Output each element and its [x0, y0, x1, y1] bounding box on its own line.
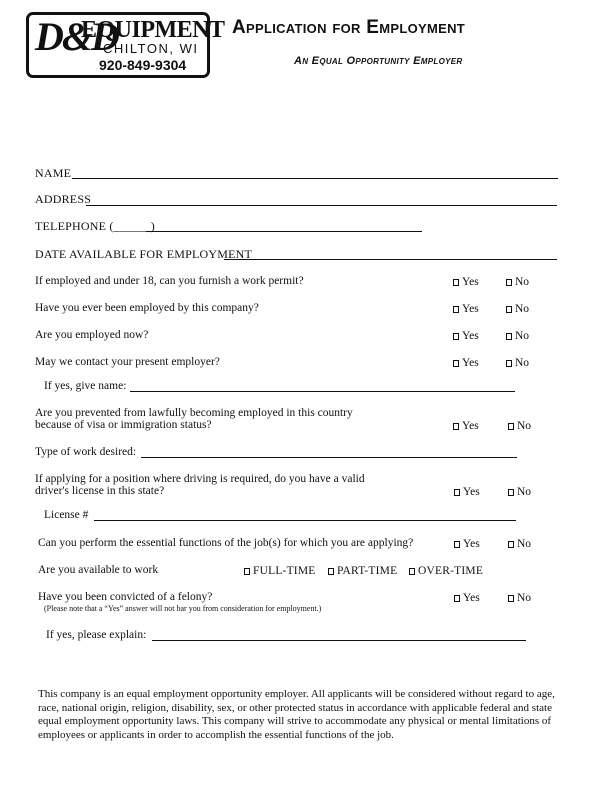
- question-drivers-license-line2: driver's license in this state?: [35, 485, 165, 497]
- availability-full-time[interactable]: [244, 565, 315, 578]
- checkbox-icon: [409, 568, 415, 575]
- checkbox-icon: [506, 306, 512, 313]
- license-number-field[interactable]: [94, 520, 516, 521]
- question-contact-employer: May we contact your present employer?: [35, 356, 220, 368]
- checkbox-icon: [454, 595, 460, 602]
- felony-yes[interactable]: [454, 592, 480, 605]
- no-label: No: [515, 330, 530, 342]
- checkbox-icon: [506, 279, 512, 286]
- essential-functions-yes[interactable]: [454, 538, 480, 551]
- yes-label: Yes: [462, 357, 479, 369]
- checkbox-icon: [454, 489, 460, 496]
- employed-now-no[interactable]: [506, 330, 529, 343]
- employer-name-field[interactable]: [130, 391, 515, 392]
- employer-name-label: If yes, give name:: [44, 380, 127, 392]
- checkbox-icon: [453, 333, 459, 340]
- checkbox-icon: [508, 423, 514, 430]
- checkbox-icon: [453, 423, 459, 430]
- previously-employed-yes[interactable]: [453, 303, 479, 316]
- no-label: No: [517, 592, 532, 604]
- question-essential-functions: Can you perform the essential functions of the job(s) for which you are applying?: [38, 537, 414, 549]
- no-label: No: [517, 486, 532, 498]
- date-available-label: DATE AVAILABLE FOR EMPLOYMENT: [35, 247, 253, 261]
- name-label: NAME: [35, 166, 72, 180]
- over-time-label: OVER-TIME: [418, 565, 484, 577]
- eeo-statement: This company is an equal employment opportunity employer. All applicants will be considered without regard to age, race, national origin, religion, disability, sex, or other protected status in accordance with applicable federal and state equal employment opportunity laws. This company will strive to accommodate any physical or mental limitations of employees or applicants in order to accomplish the essential functions of the job.: [38, 688, 555, 741]
- checkbox-icon: [506, 333, 512, 340]
- type-of-work-label: Type of work desired:: [35, 446, 137, 458]
- question-availability: Are you available to work: [38, 564, 159, 576]
- company-logo: [26, 12, 225, 78]
- visa-status-yes[interactable]: [453, 420, 479, 433]
- checkbox-icon: [508, 489, 514, 496]
- felony-explain-label: If yes, please explain:: [46, 629, 147, 641]
- work-permit-no[interactable]: [506, 276, 529, 289]
- logo-city: CHILTON, WI: [103, 41, 199, 56]
- visa-status-no[interactable]: [508, 420, 531, 433]
- checkbox-icon: [453, 279, 459, 286]
- checkbox-icon: [508, 595, 514, 602]
- question-previously-employed: Have you ever been employed by this company?: [35, 302, 259, 314]
- page-title: Application for Employment: [232, 17, 466, 38]
- full-time-label: FULL-TIME: [253, 565, 316, 577]
- telephone-label: TELEPHONE (______): [35, 219, 155, 233]
- question-drivers-license-line1: If applying for a position where driving is required, do you have a valid: [35, 473, 365, 485]
- logo-initials: D&D: [35, 14, 118, 59]
- no-label: No: [517, 420, 532, 432]
- address-label: ADDRESS: [35, 192, 92, 206]
- yes-label: Yes: [463, 592, 480, 604]
- work-permit-yes[interactable]: [453, 276, 479, 289]
- logo-phone: 920-849-9304: [99, 57, 187, 73]
- date-available-field[interactable]: [224, 259, 557, 260]
- question-visa-status-line1: Are you prevented from lawfully becoming employed in this country: [35, 407, 353, 419]
- previously-employed-no[interactable]: [506, 303, 529, 316]
- logo-wordmark: EQUIPMENT: [81, 17, 225, 43]
- drivers-license-no[interactable]: [508, 486, 531, 499]
- yes-label: Yes: [462, 420, 479, 432]
- checkbox-icon: [453, 306, 459, 313]
- felony-explain-field[interactable]: [152, 640, 526, 641]
- felony-no[interactable]: [508, 592, 531, 605]
- yes-label: Yes: [463, 486, 480, 498]
- yes-label: Yes: [462, 303, 479, 315]
- no-label: No: [517, 538, 532, 550]
- no-label: No: [515, 303, 530, 315]
- question-work-permit: If employed and under 18, can you furnish a work permit?: [35, 275, 304, 287]
- contact-employer-yes[interactable]: [453, 357, 479, 370]
- drivers-license-yes[interactable]: [454, 486, 480, 499]
- checkbox-icon: [508, 541, 514, 548]
- question-employed-now: Are you employed now?: [35, 329, 149, 341]
- essential-functions-no[interactable]: [508, 538, 531, 551]
- checkbox-icon: [453, 360, 459, 367]
- availability-part-time[interactable]: [328, 565, 397, 578]
- checkbox-icon: [506, 360, 512, 367]
- yes-label: Yes: [462, 276, 479, 288]
- part-time-label: PART-TIME: [337, 565, 398, 577]
- availability-over-time[interactable]: [409, 565, 483, 578]
- license-number-label: License #: [44, 509, 89, 521]
- checkbox-icon: [328, 568, 334, 575]
- felony-note: (Please note that a “Yes” answer will not bar you from consideration for employment.): [44, 604, 322, 613]
- checkbox-icon: [454, 541, 460, 548]
- no-label: No: [515, 357, 530, 369]
- checkbox-icon: [244, 568, 250, 575]
- contact-employer-no[interactable]: [506, 357, 529, 370]
- name-field[interactable]: [72, 178, 558, 179]
- page-subtitle: An Equal Opportunity Employer: [294, 55, 463, 67]
- address-field[interactable]: [86, 205, 557, 206]
- yes-label: Yes: [463, 538, 480, 550]
- employed-now-yes[interactable]: [453, 330, 479, 343]
- yes-label: Yes: [462, 330, 479, 342]
- type-of-work-field[interactable]: [141, 457, 517, 458]
- question-felony: Have you been convicted of a felony?: [38, 591, 213, 603]
- telephone-field[interactable]: [146, 231, 422, 232]
- question-visa-status-line2: because of visa or immigration status?: [35, 419, 212, 431]
- no-label: No: [515, 276, 530, 288]
